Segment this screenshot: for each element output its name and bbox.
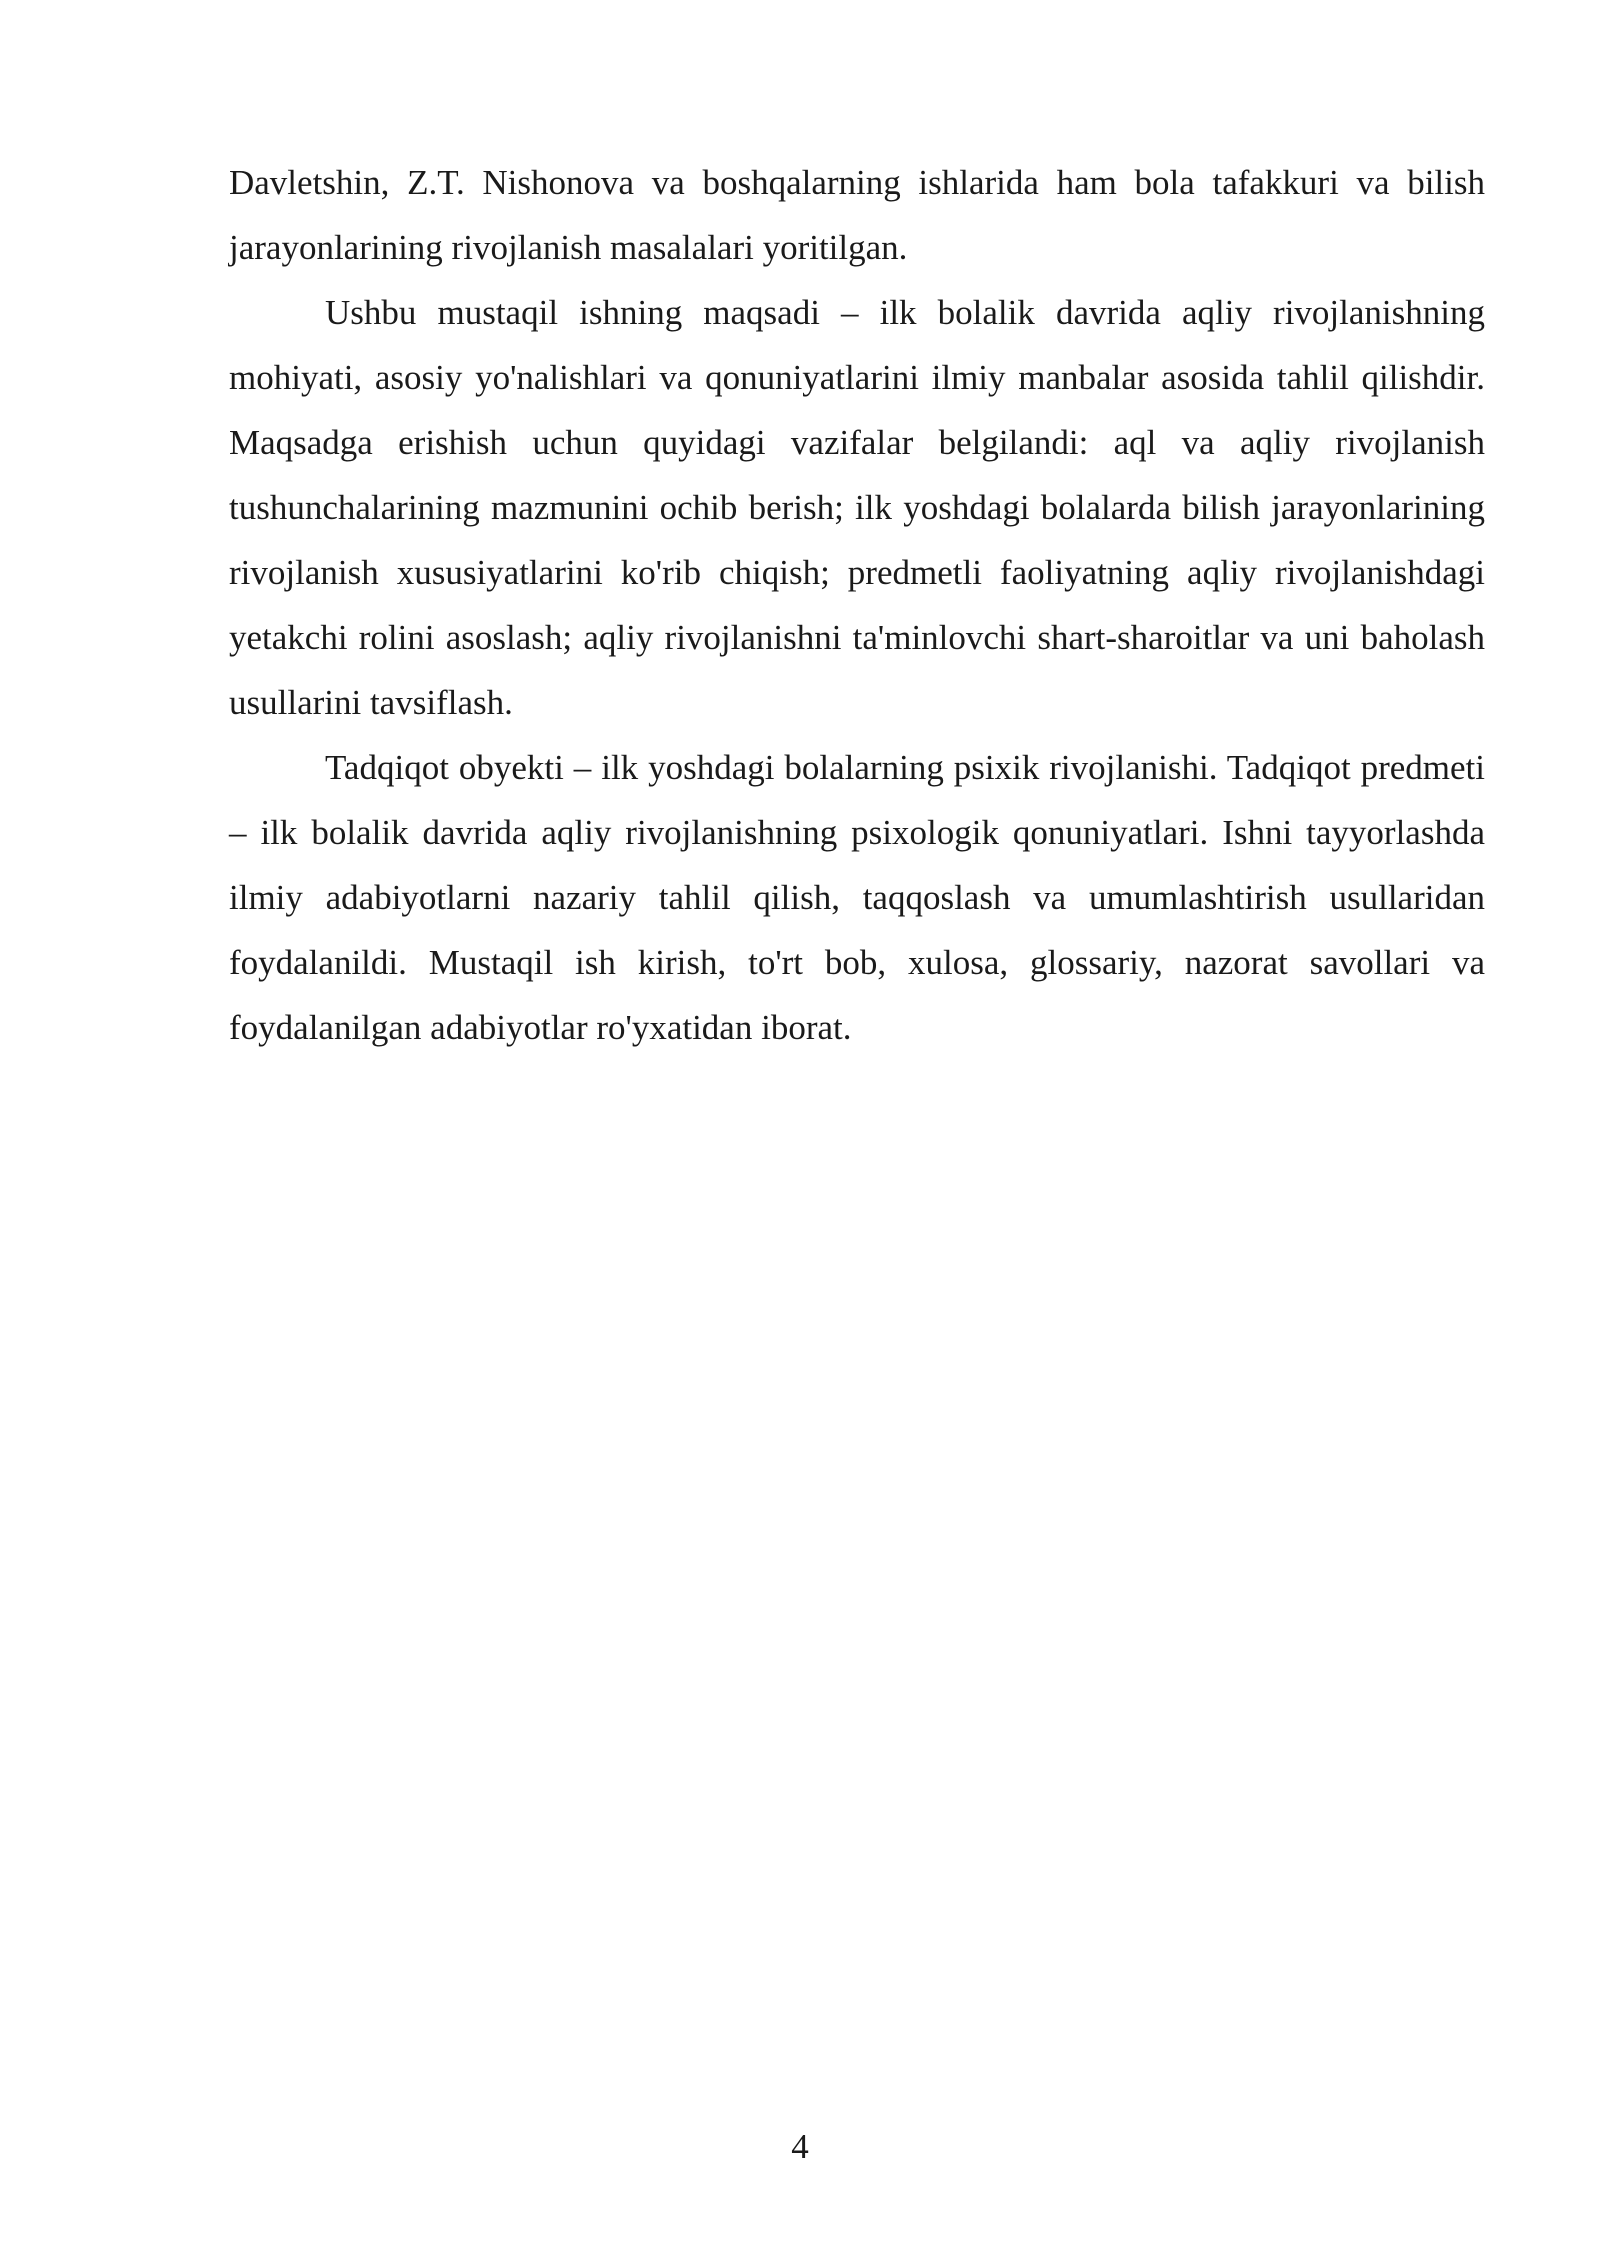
paragraph-purpose: Ushbu mustaqil ishning maqsadi – ilk bolalik davrida aqliy rivojlanishning mohiyati, asosiy yo'nalishlari va qonuniyatlarini ilmiy manbalar asosida tahlil qilishdir. Maqsadga erishish uchun quyidagi vazifalar belgilandi: aql va aqliy rivojlanish tushunchalarining mazmunini ochib berish; ilk yoshdagi bolalarda bilish jarayonlarining rivojlanish xususiyatlarini ko'rib chiqish; predmetli faoliyatning aqliy rivojlanishdagi yetakchi rolini asoslash; aqliy rivojlanishni ta'minlovchi shart-sharoitlar va uni baholash usullarini tavsiflash. <box>229 293 1485 722</box>
paragraph-research-object: Tadqiqot obyekti – ilk yoshdagi bolalarning psixik rivojlanishi. Tadqiqot predmeti – ilk bolalik davrida aqliy rivojlanishning psixologik qonuniyatlari. Ishni tayyorlashda ilmiy adabiyotlarni nazariy tahlil qilish, taqqoslash va umumlashtirish usullaridan foydalanildi. Mustaqil ish kirish, to'rt bob, xulosa, glossariy, nazorat savollari va foydalanilgan adabiyotlar ro'yxatidan iborat. <box>229 748 1485 1047</box>
page-number: 4 <box>791 2127 809 2166</box>
body-text <box>229 150 1485 1060</box>
paragraph-continuation: Davletshin, Z.T. Nishonova va boshqalarning ishlarida ham bola tafakkuri va bilish jarayonlarining rivojlanish masalalari yoritilgan. <box>229 163 1485 267</box>
